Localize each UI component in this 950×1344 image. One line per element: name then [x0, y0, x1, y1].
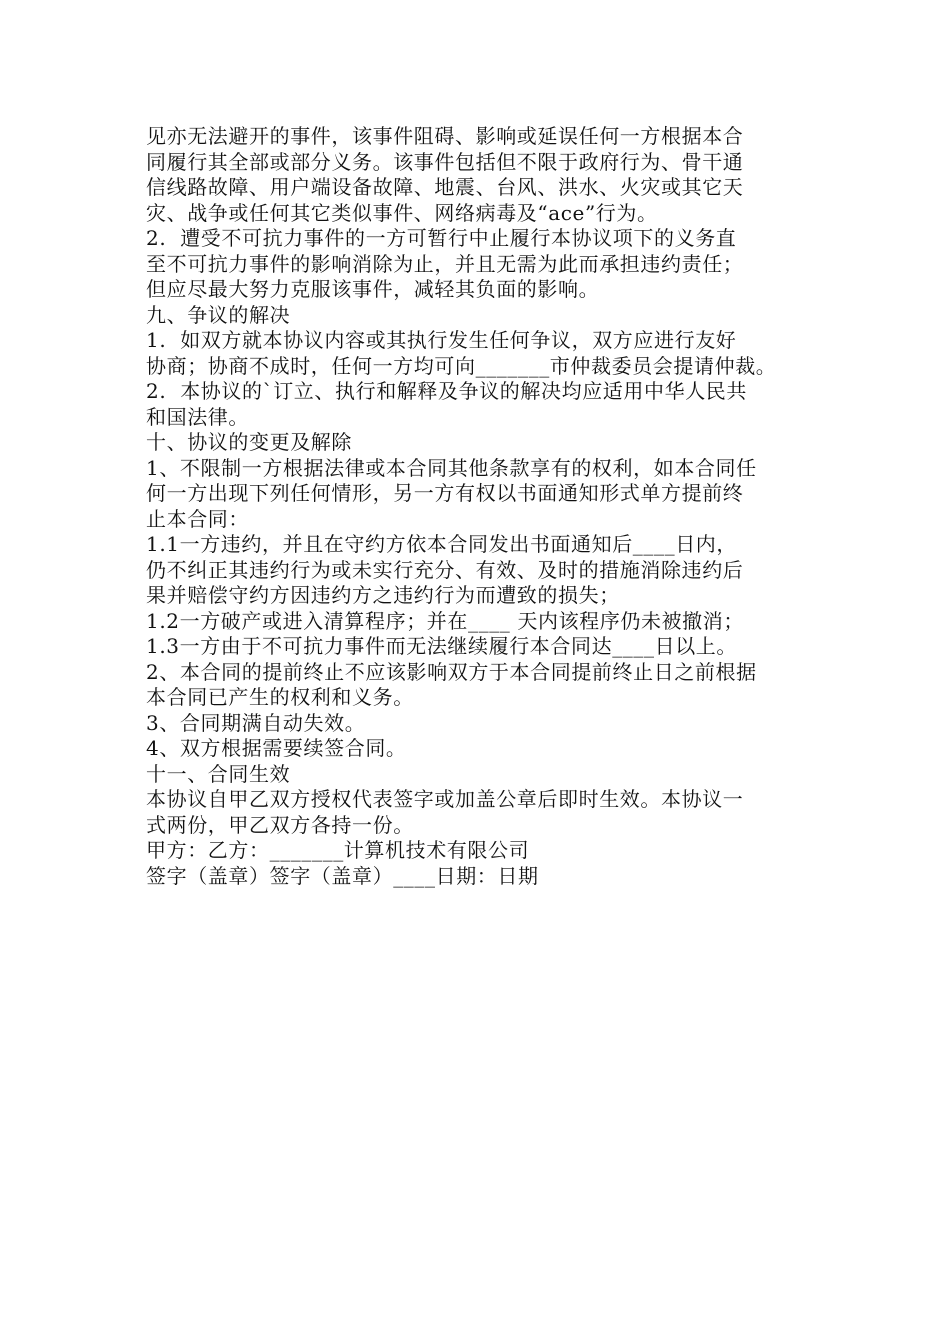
text-line: 2. 遭受不可抗力事件的一方可暂行中止履行本协议项下的义务直 — [146, 226, 737, 250]
text-line: 3、合同期满自动失效。 — [146, 710, 366, 735]
signature-date-line: 签字（盖章）签字（盖章）____日期：日期 — [146, 863, 539, 888]
section-heading: 十一、合同生效 — [146, 761, 291, 786]
text-line: 但应尽最大努力克服该事件，减轻其负面的影响。 — [146, 277, 600, 301]
text-line: 式两份，甲乙双方各持一份。 — [146, 812, 414, 837]
text-line: 2、本合同的提前终止不应该影响双方于本合同提前终止日之前根据 — [146, 659, 757, 684]
section-heading: 十、协议的变更及解除 — [146, 430, 352, 454]
section-heading: 九、争议的解决 — [146, 302, 291, 327]
text-line: 至不可抗力事件的影响消除为止，并且无需为此而承担违约责任； — [146, 251, 744, 276]
text-line: 1. 如双方就本协议内容或其执行发生任何争议，双方应进行友好 — [146, 328, 737, 352]
signature-parties-line: 甲方：乙方：_______计算机技术有限公司 — [146, 838, 530, 862]
text-line: 1.3一方由于不可抗力事件而无法继续履行本合同达____日以上。 — [146, 634, 738, 658]
text-line: 协商；协商不成时，任何一方均可向_______市仲裁委员会提请仲裁。 — [146, 353, 777, 378]
text-line: 止本合同： — [146, 506, 249, 531]
text-line: 1.1一方违约，并且在守约方依本合同发出书面通知后____日内， — [146, 532, 738, 556]
text-line: 本协议自甲乙双方授权代表签字或加盖公章后即时生效。本协议一 — [146, 787, 744, 811]
document-body — [146, 124, 816, 889]
text-line: 和国法律。 — [146, 404, 249, 429]
text-line: 4、双方根据需要续签合同。 — [146, 736, 407, 760]
text-line: 仍不纠正其违约行为或未实行充分、有效、及时的措施消除违约后 — [146, 557, 744, 582]
text-line: 信线路故障、用户端设备故障、地震、台风、洪水、火灾或其它天 — [146, 175, 744, 199]
text-line: 果并赔偿守约方因违约方之违约行为而遭致的损失； — [146, 583, 620, 607]
text-line: 1、不限制一方根据法律或本合同其他条款享有的权利，如本合同任 — [146, 455, 757, 480]
text-line: 同履行其全部或部分义务。该事件包括但不限于政府行为、骨干通 — [146, 149, 744, 174]
text-line: 灾、战争或任何其它类似事件、网络病毒及“ace”行为。 — [146, 200, 658, 225]
text-line: 见亦无法避开的事件，该事件阻碍、影响或延误任何一方根据本合 — [146, 124, 744, 148]
text-line: 2. 本协议的`订立、执行和解释及争议的解决均应适用中华人民共 — [146, 379, 747, 403]
text-line: 1.2一方破产或进入清算程序；并在____ 天内该程序仍未被撤消； — [146, 608, 744, 633]
text-line: 何一方出现下列任何情形，另一方有权以书面通知形式单方提前终 — [146, 481, 744, 505]
text-line: 本合同已产生的权利和义务。 — [146, 685, 414, 709]
